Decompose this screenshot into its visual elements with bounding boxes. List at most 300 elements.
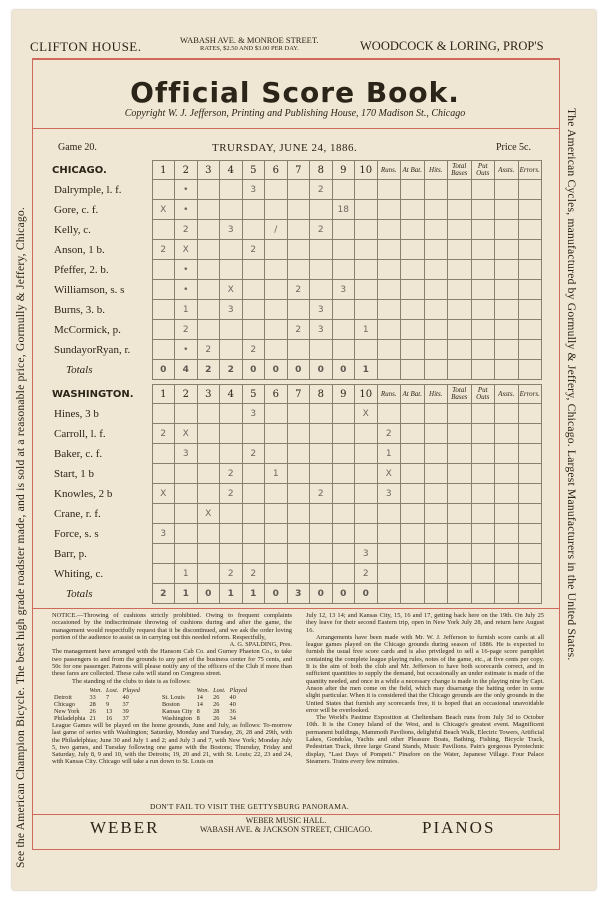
stat-cell: [424, 404, 448, 424]
inning-mark: 2: [242, 564, 265, 584]
stat-cell: [495, 320, 519, 340]
inning-mark: [310, 340, 333, 360]
stat-cell: [471, 484, 495, 504]
inning-header: 10: [355, 385, 378, 404]
standings-cell: 9: [106, 700, 110, 708]
standings-cell: 28: [213, 707, 220, 715]
runs-cell: 3: [377, 484, 401, 504]
stat-cell: [495, 260, 519, 280]
standings-cell: 39: [122, 707, 129, 715]
stat-total-cell: [518, 360, 542, 380]
stat-cell: [448, 464, 472, 484]
inning-header: 9: [332, 385, 355, 404]
music-hall-address: WABASH AVE. & JACKSON STREET, CHICAGO.: [200, 825, 373, 834]
stat-cell: [401, 564, 425, 584]
stat-header: Runs.: [377, 161, 401, 180]
stat-cell: [448, 220, 472, 240]
inning-total: 1: [242, 584, 265, 604]
stat-cell: [495, 544, 519, 564]
stat-cell: [518, 220, 542, 240]
inning-mark: 2: [242, 240, 265, 260]
standings-row: [52, 694, 249, 701]
inning-mark: [220, 240, 243, 260]
inning-total: 0: [265, 360, 288, 380]
stat-cell: [518, 544, 542, 564]
inning-header: 10: [355, 161, 378, 180]
header-divider: [33, 59, 559, 60]
player-name: Start, 1 b: [52, 464, 152, 484]
stat-header: Errors.: [518, 385, 542, 404]
inning-mark: [310, 280, 333, 300]
standings-cell: 13: [106, 707, 113, 715]
inning-mark: [197, 180, 220, 200]
standings-cell: 8: [196, 707, 200, 715]
stat-cell: [401, 320, 425, 340]
inning-mark: 2: [310, 484, 333, 504]
inning-mark: [220, 320, 243, 340]
inning-mark: [287, 180, 310, 200]
inning-mark: [242, 424, 265, 444]
player-name: Baker, c. f.: [52, 444, 152, 464]
runs-cell: [377, 340, 401, 360]
inning-mark: X: [152, 200, 175, 220]
inning-mark: /: [265, 220, 288, 240]
stat-cell: [518, 504, 542, 524]
inning-mark: [197, 464, 220, 484]
inning-mark: [152, 504, 175, 524]
stat-cell: [495, 464, 519, 484]
inning-mark: [242, 320, 265, 340]
inning-total: 2: [220, 360, 243, 380]
inning-mark: [197, 424, 220, 444]
inning-total: 0: [310, 360, 333, 380]
inning-mark: [310, 404, 333, 424]
player-row: [52, 320, 542, 340]
stat-total-cell: [401, 360, 425, 380]
inning-mark: 2: [175, 220, 198, 240]
chicago-scorecard: [52, 160, 542, 380]
inning-mark: [355, 280, 378, 300]
inning-mark: [310, 564, 333, 584]
inning-mark: [152, 404, 175, 424]
stat-cell: [448, 300, 472, 320]
inning-header: 8: [310, 385, 333, 404]
inning-mark: [152, 260, 175, 280]
inning-mark: [287, 464, 310, 484]
inning-mark: [175, 504, 198, 524]
standings-cell: 28: [89, 700, 96, 708]
stat-cell: [518, 564, 542, 584]
stat-header: Hits.: [424, 385, 448, 404]
stat-total-cell: [377, 360, 401, 380]
inning-mark: [220, 544, 243, 564]
inning-header: 2: [175, 385, 198, 404]
inning-mark: [197, 524, 220, 544]
stat-header: Put Outs: [471, 385, 495, 404]
inning-mark: 2: [220, 564, 243, 584]
stat-cell: [401, 464, 425, 484]
inning-mark: [197, 200, 220, 220]
standings-col: Won.: [89, 686, 103, 694]
inning-mark: [310, 504, 333, 524]
stat-cell: [471, 524, 495, 544]
stat-cell: [518, 444, 542, 464]
inning-header: 6: [265, 385, 288, 404]
runs-cell: [377, 524, 401, 544]
stat-cell: [448, 200, 472, 220]
stat-cell: [401, 340, 425, 360]
stat-cell: [401, 504, 425, 524]
player-name: Hines, 3 b: [52, 404, 152, 424]
runs-cell: 2: [377, 424, 401, 444]
standings-cell: Chicago: [54, 700, 75, 708]
player-row: [52, 280, 542, 300]
runs-cell: [377, 280, 401, 300]
stat-total-cell: [495, 584, 519, 604]
inning-mark: X: [152, 484, 175, 504]
inning-mark: [152, 220, 175, 240]
inning-mark: [265, 320, 288, 340]
inning-header: 4: [220, 385, 243, 404]
hotel-rates: RATES, $2.50 AND $3.00 PER DAY.: [200, 45, 299, 52]
inning-mark: [242, 464, 265, 484]
inning-mark: 1: [175, 564, 198, 584]
inning-mark: [197, 260, 220, 280]
standings-cell: St. Louis: [161, 693, 185, 701]
standings-col: Played: [122, 686, 140, 694]
stat-header: At Bat.: [401, 161, 425, 180]
stat-cell: [401, 524, 425, 544]
inning-mark: [242, 504, 265, 524]
inning-mark: [265, 444, 288, 464]
standings-col: Played: [229, 686, 248, 694]
side-advert-left: See the American Champion Bicycle. The best high grade roadster made, and is sold at a reasonable price, Gormully & Jeffery, Chicago.: [14, 207, 27, 868]
inning-total: 0: [287, 360, 310, 380]
inning-mark: [332, 404, 355, 424]
stat-cell: [448, 564, 472, 584]
stat-cell: [518, 524, 542, 544]
inning-mark: [332, 340, 355, 360]
stat-cell: [424, 544, 448, 564]
inning-mark: 3: [220, 300, 243, 320]
stat-cell: [471, 340, 495, 360]
notice-text: NOTICE.—Throwing of cushions strictly prohibited. Owing to frequent complaints occasioned by the indiscriminate throwing of cushions during and after the game, the management would respectfully request that it be discontinued, and we ask the order loving portion of the audience to assist us in carrying out this needed reform. Respectfully,: [52, 612, 292, 641]
stat-cell: [424, 564, 448, 584]
runs-cell: [377, 504, 401, 524]
inning-mark: [355, 220, 378, 240]
inning-mark: [287, 444, 310, 464]
standings-row: [52, 701, 249, 708]
stat-cell: [401, 424, 425, 444]
stat-total-cell: [448, 360, 472, 380]
stat-cell: [471, 180, 495, 200]
inning-total: 4: [175, 360, 198, 380]
standings-cell: 40: [229, 700, 236, 708]
stat-cell: [424, 504, 448, 524]
inning-mark: 2: [310, 180, 333, 200]
stat-cell: [401, 220, 425, 240]
copyright-line: Copyright W. J. Jefferson, Printing and Publishing House, 170 Madison St., Chicago: [124, 108, 466, 119]
stat-cell: [424, 340, 448, 360]
stat-cell: [495, 564, 519, 584]
standings-col: Lost.: [106, 686, 119, 694]
stat-cell: [424, 280, 448, 300]
stat-cell: [471, 564, 495, 584]
stat-header: Total Bases: [448, 161, 472, 180]
player-name: McCormick, p.: [52, 320, 152, 340]
inning-total: 1: [355, 360, 378, 380]
stat-cell: [448, 524, 472, 544]
hotel-advert: [30, 36, 550, 58]
stat-header: Hits.: [424, 161, 448, 180]
stat-cell: [401, 404, 425, 424]
player-name: Dalrymple, l. f.: [52, 180, 152, 200]
stat-cell: [448, 424, 472, 444]
inning-mark: [220, 424, 243, 444]
inning-mark: [152, 544, 175, 564]
inning-total: 0: [197, 584, 220, 604]
player-row: [52, 464, 542, 484]
inning-mark: [242, 220, 265, 240]
inning-mark: 3: [355, 544, 378, 564]
inning-mark: [265, 424, 288, 444]
page-title: Official Score Book.: [130, 76, 460, 109]
inning-mark: [332, 320, 355, 340]
player-name: SundayorRyan, r.: [52, 340, 152, 360]
stat-cell: [401, 544, 425, 564]
inning-mark: [332, 544, 355, 564]
inning-mark: 3: [332, 280, 355, 300]
inning-mark: [355, 524, 378, 544]
inning-header: 6: [265, 161, 288, 180]
standings-col: Won.: [196, 686, 210, 694]
stat-cell: [518, 200, 542, 220]
inning-header: 5: [242, 385, 265, 404]
inning-total: 2: [197, 360, 220, 380]
player-name: Carroll, l. f.: [52, 424, 152, 444]
stat-total-cell: [471, 360, 495, 380]
player-name: Barr, p.: [52, 544, 152, 564]
stat-cell: [518, 464, 542, 484]
price: Price 5c.: [496, 142, 531, 153]
inning-mark: [287, 340, 310, 360]
inning-mark: 2: [220, 484, 243, 504]
standings-cell: New York: [54, 707, 80, 715]
stat-cell: [448, 484, 472, 504]
stat-cell: [495, 280, 519, 300]
inning-mark: X: [197, 504, 220, 524]
player-name: Pfeffer, 2. b.: [52, 260, 152, 280]
player-row: [52, 220, 542, 240]
inning-mark: 2: [152, 424, 175, 444]
inning-mark: [310, 444, 333, 464]
inning-mark: [355, 424, 378, 444]
inning-mark: [332, 180, 355, 200]
inning-mark: 1: [355, 320, 378, 340]
inning-mark: [332, 260, 355, 280]
player-row: [52, 424, 542, 444]
player-row: [52, 240, 542, 260]
inning-mark: 2: [242, 340, 265, 360]
inning-mark: 2: [287, 280, 310, 300]
stat-cell: [401, 484, 425, 504]
inning-header: 4: [220, 161, 243, 180]
runs-cell: [377, 300, 401, 320]
standings-cell: 26: [213, 700, 220, 708]
stat-cell: [424, 180, 448, 200]
inning-mark: [332, 524, 355, 544]
inning-mark: [310, 544, 333, 564]
stat-cell: [471, 200, 495, 220]
stat-cell: [495, 240, 519, 260]
stat-cell: [495, 524, 519, 544]
inning-mark: [355, 300, 378, 320]
stat-cell: [471, 464, 495, 484]
inning-mark: 2: [355, 564, 378, 584]
inning-mark: •: [175, 280, 198, 300]
stat-cell: [518, 280, 542, 300]
team-name: CHICAGO.: [52, 161, 152, 180]
totals-row: [52, 360, 542, 380]
inning-total: 0: [265, 584, 288, 604]
stat-cell: [448, 320, 472, 340]
standings-cell: 8: [196, 714, 200, 722]
team-name: WASHINGTON.: [52, 385, 152, 404]
hotel-name: CLIFTON HOUSE.: [30, 39, 142, 54]
standings-col: Lost.: [213, 686, 226, 694]
player-row: [52, 260, 542, 280]
inning-mark: [152, 340, 175, 360]
stat-cell: [448, 260, 472, 280]
inning-mark: [332, 504, 355, 524]
cab-notice: The management have arranged with the Hansom Cab Co. and Gurney Phaeton Co., to take two passengers to and from the grounds to any part of the business center for 75 cents, and 50c for one passenger. Patrons will please notify any of the officers of the Club if more than these fares are collected. These cabs will stand on Congress street.: [52, 648, 292, 678]
gettysburg-advert: DON'T FAIL TO VISIT THE GETTYSBURG PANORAMA.: [150, 802, 350, 811]
inning-mark: [265, 300, 288, 320]
player-name: Force, s. s: [52, 524, 152, 544]
player-row: [52, 564, 542, 584]
standings-table: [52, 687, 249, 722]
inning-mark: [197, 544, 220, 564]
standing-intro: The standing of the clubs to date is as follows:: [72, 677, 191, 685]
player-name: Kelly, c.: [52, 220, 152, 240]
stat-header: Runs.: [377, 385, 401, 404]
standings-cell: 26: [213, 714, 220, 722]
stat-cell: [448, 340, 472, 360]
inning-mark: [332, 240, 355, 260]
hotel-proprietors: WOODCOCK & LORING, PROP'S: [360, 39, 544, 53]
player-row: [52, 180, 542, 200]
inning-mark: [197, 444, 220, 464]
stat-cell: [448, 544, 472, 564]
player-row: [52, 340, 542, 360]
inning-mark: [152, 444, 175, 464]
inning-mark: 3: [220, 220, 243, 240]
stat-cell: [518, 320, 542, 340]
inning-mark: [310, 200, 333, 220]
runs-cell: [377, 544, 401, 564]
stat-total-cell: [495, 360, 519, 380]
stat-cell: [471, 300, 495, 320]
side-advert-right: The American Cycles, manufactured by Gormully & Jeffery, Chicago. Largest Manufacturers in the United States.: [565, 108, 578, 661]
runs-cell: [377, 320, 401, 340]
stat-cell: [518, 180, 542, 200]
inning-mark: X: [355, 404, 378, 424]
inning-mark: X: [175, 240, 198, 260]
inning-total: 2: [152, 584, 175, 604]
inning-mark: [310, 260, 333, 280]
stat-header: Errors.: [518, 161, 542, 180]
footer-divider: [33, 814, 559, 815]
runs-cell: [377, 404, 401, 424]
stat-cell: [401, 180, 425, 200]
stat-cell: [424, 484, 448, 504]
player-row: [52, 504, 542, 524]
stat-cell: [518, 484, 542, 504]
inning-mark: [197, 300, 220, 320]
inning-mark: [175, 484, 198, 504]
footer-weber: WEBER: [90, 818, 160, 837]
inning-mark: [197, 564, 220, 584]
inning-header: 1: [152, 161, 175, 180]
stat-cell: [448, 504, 472, 524]
notice-signature: A. G. SPALDING, Pres.: [229, 641, 292, 649]
stat-cell: [495, 484, 519, 504]
stat-cell: [495, 504, 519, 524]
inning-mark: [265, 200, 288, 220]
stat-cell: [495, 220, 519, 240]
stat-cell: [424, 424, 448, 444]
inning-mark: [287, 504, 310, 524]
player-name: Whiting, c.: [52, 564, 152, 584]
stat-cell: [401, 200, 425, 220]
inning-mark: [332, 564, 355, 584]
stat-cell: [401, 444, 425, 464]
washington-scorecard: [52, 384, 542, 604]
standings-cell: 34: [229, 714, 236, 722]
inning-mark: [220, 504, 243, 524]
stat-cell: [401, 260, 425, 280]
inning-mark: [265, 544, 288, 564]
stat-total-cell: [471, 584, 495, 604]
runs-cell: X: [377, 464, 401, 484]
inning-mark: [152, 320, 175, 340]
stat-cell: [495, 180, 519, 200]
standings-cell: 7: [106, 693, 110, 701]
stat-cell: [448, 240, 472, 260]
inning-mark: [175, 464, 198, 484]
stat-cell: [495, 340, 519, 360]
inning-mark: [287, 544, 310, 564]
inning-mark: [242, 300, 265, 320]
runs-cell: [377, 240, 401, 260]
inning-mark: [287, 240, 310, 260]
standings-cell: Kansas City: [161, 707, 193, 715]
runs-cell: [377, 180, 401, 200]
footer-music-hall: [200, 816, 372, 834]
inning-mark: 1: [175, 300, 198, 320]
inning-mark: [197, 404, 220, 424]
inning-mark: 2: [242, 444, 265, 464]
stat-cell: [471, 280, 495, 300]
stat-cell: [424, 300, 448, 320]
stat-total-cell: [401, 584, 425, 604]
stat-cell: [495, 300, 519, 320]
inning-mark: [175, 524, 198, 544]
stat-cell: [471, 424, 495, 444]
standings-cell: Detroit: [54, 693, 72, 701]
notice-column: [52, 612, 292, 766]
inning-mark: [152, 180, 175, 200]
